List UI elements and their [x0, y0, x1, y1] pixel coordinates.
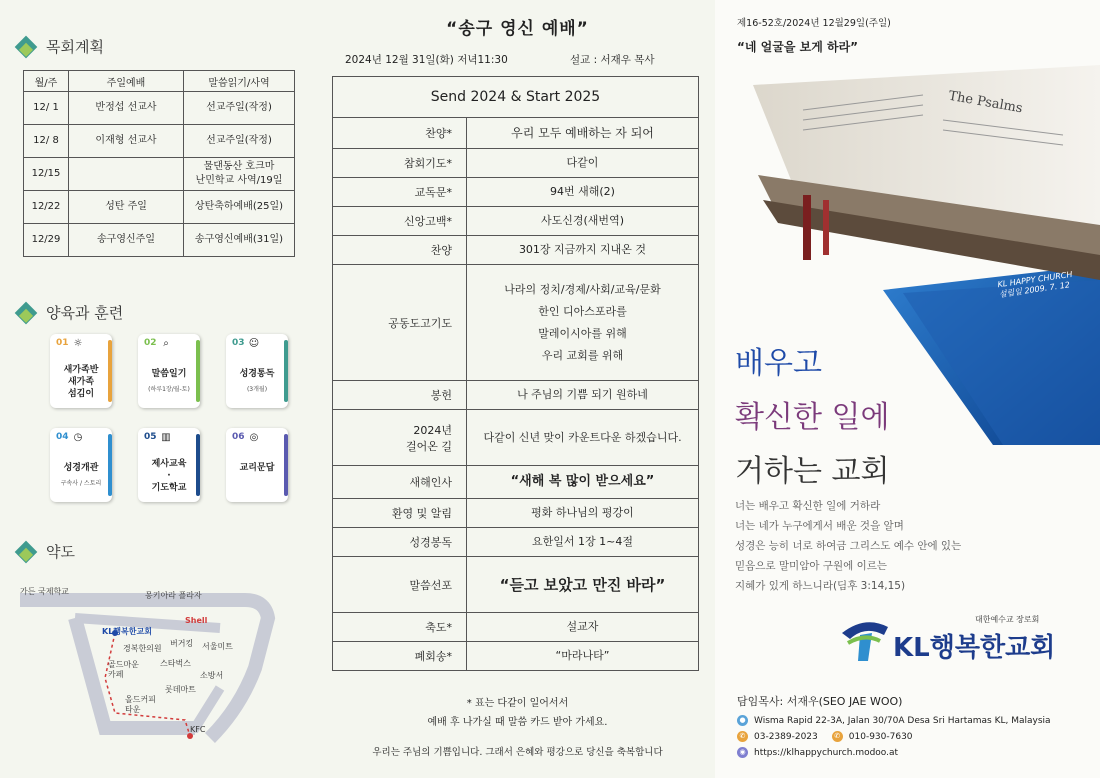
card-title: 성경통독 — [239, 369, 275, 379]
order-label: 축도* — [333, 613, 467, 642]
map-label-shell: Shell — [185, 616, 208, 625]
map-label-clinic: 경복한의원 — [123, 644, 162, 653]
order-row — [333, 236, 699, 265]
address-text: Wisma Rapid 22-3A, Jalan 30/70A Desa Sri Hartamas KL, Malaysia — [754, 715, 1051, 726]
section-map-title — [18, 541, 75, 562]
map-label-plaza: 몽키아라 플라자 — [145, 591, 202, 600]
plan-header-cell: 말씀읽기/사역 — [184, 71, 295, 92]
order-heading: Send 2024 & Start 2025 — [333, 77, 699, 118]
bible-illustration — [733, 65, 1100, 445]
lightbulb-icon: ☼ — [73, 338, 83, 349]
order-row — [333, 207, 699, 236]
training-card — [50, 428, 112, 502]
plan-header-cell: 월/주 — [24, 71, 69, 92]
card-accent-bar — [284, 434, 288, 496]
verse-line: 믿음으로 말미암아 구원에 이르는 — [735, 560, 888, 572]
training-card — [226, 428, 288, 502]
card-title: 제사교육 · 기도학교 — [151, 459, 187, 493]
training-card — [138, 428, 200, 502]
order-label: 성경봉독 — [333, 528, 467, 557]
order-row — [333, 410, 699, 466]
map-label-church: KL행복한교회 — [102, 627, 152, 636]
slogan-line: 확신한 일에 — [735, 400, 890, 435]
plan-row — [24, 224, 295, 257]
location-map — [20, 578, 300, 753]
training-card — [226, 334, 288, 408]
plan-title-text: 목회계획 — [46, 38, 104, 56]
card-number: 04 — [56, 432, 69, 442]
order-row — [333, 118, 699, 149]
order-row — [333, 557, 699, 613]
pastor-name: 담임목사: 서재우(SEO JAE WOO) — [737, 695, 903, 708]
map-label-burger: 버거킹 — [170, 639, 194, 648]
map-title-text: 약도 — [46, 543, 75, 561]
card-accent-bar — [196, 340, 200, 402]
plan-row — [24, 125, 295, 158]
plan-cell: 상탄축하예배(25일) — [184, 191, 295, 224]
church-logo-icon — [840, 613, 890, 663]
order-label: 새해인사 — [333, 466, 467, 499]
card-subtitle: 구속사 / 스토리 — [60, 480, 102, 487]
weekly-quote: “네 얼굴을 보게 하라” — [737, 40, 859, 54]
order-value: 요한일서 1장 1~4절 — [467, 528, 699, 557]
plan-cell: 12/22 — [24, 191, 69, 224]
website-line — [737, 747, 898, 758]
order-row — [333, 265, 699, 381]
card-note: 예배 후 나가실 때 말씀 카드 받아 가세요. — [427, 717, 608, 728]
map-label-gold: 골드마운 카페 — [108, 660, 139, 679]
card-title: 새가족반 새가족 섬김이 — [63, 365, 99, 399]
service-preacher: 설교 : 서재우 목사 — [570, 54, 655, 66]
left-panel — [0, 0, 320, 778]
order-label: 신앙고백* — [333, 207, 467, 236]
diamond-icon — [15, 540, 38, 563]
card-accent-bar — [196, 434, 200, 496]
card-number: 03 — [232, 338, 245, 348]
order-value: “마라나타” — [467, 642, 699, 671]
phone-icon: ✆ — [737, 731, 748, 742]
order-label: 2024년 걸어온 길 — [333, 410, 467, 466]
order-row — [333, 466, 699, 499]
map-label-lotte: 롯데마트 — [165, 685, 196, 694]
people-icon: ☺ — [248, 338, 260, 349]
target-icon: ◎ — [249, 432, 259, 443]
verse-line: 너는 배우고 확신한 일에 거하라 — [735, 500, 881, 512]
order-label: 봉헌 — [333, 381, 467, 410]
card-number: 01 — [56, 338, 69, 348]
order-label: 찬양 — [333, 236, 467, 265]
verse-line: 성경은 능히 너로 하여금 그리스도 예수 안에 있는 — [735, 540, 962, 552]
order-label: 찬양* — [333, 118, 467, 149]
plan-row — [24, 158, 295, 191]
standing-note: * 표는 다같이 일어서서 — [466, 698, 569, 709]
mobile-icon: ✆ — [832, 731, 843, 742]
order-value: 평화 하나님의 평강이 — [467, 499, 699, 528]
order-row — [333, 642, 699, 671]
plan-cell: 12/ 1 — [24, 92, 69, 125]
chart-icon: ▥ — [161, 432, 171, 443]
order-label: 교독문* — [333, 178, 467, 207]
order-body — [333, 77, 699, 671]
service-title: “송구 영신 예배” — [446, 19, 589, 39]
diamond-icon — [15, 35, 38, 58]
section-plan-title — [18, 36, 104, 57]
address-line — [737, 715, 1051, 726]
order-value: 301장 지금까지 지내온 것 — [467, 236, 699, 265]
plan-cell: 송구영신주일 — [69, 224, 184, 257]
diamond-icon — [15, 301, 38, 324]
map-label-seoul: 서울미트 — [202, 642, 233, 651]
order-value: 94번 새해(2) — [467, 178, 699, 207]
plan-body — [24, 92, 295, 257]
order-value: 다같이 신년 맞이 카운트다운 하겠습니다. — [467, 410, 699, 466]
plan-cell: 12/29 — [24, 224, 69, 257]
card-number: 06 — [232, 432, 245, 442]
order-label: 환영 및 알림 — [333, 499, 467, 528]
order-label: 참회기도* — [333, 149, 467, 178]
bible-photo — [733, 65, 1100, 445]
order-label: 공동도고기도 — [333, 265, 467, 381]
map-label-star: 스타벅스 — [160, 659, 191, 668]
order-row — [333, 613, 699, 642]
card-title: 성경개관 — [63, 463, 99, 473]
plan-cell: 선교주일(작정) — [184, 125, 295, 158]
order-heading-row — [333, 77, 699, 118]
training-card — [50, 334, 112, 408]
order-value: 설교자 — [467, 613, 699, 642]
card-accent-bar — [284, 340, 288, 402]
section-training-title — [18, 302, 123, 323]
plan-table — [23, 70, 295, 257]
order-row — [333, 528, 699, 557]
plan-header-cell: 주일예배 — [69, 71, 184, 92]
blessing-text: 우리는 주님의 기쁨입니다. 그래서 은혜와 평강으로 당신을 축복합니다 — [372, 747, 663, 758]
globe-icon: ◉ — [737, 747, 748, 758]
plan-cell: 이재형 선교사 — [69, 125, 184, 158]
plan-cell: 반정섭 선교사 — [69, 92, 184, 125]
card-number: 05 — [144, 432, 157, 442]
slogan-line: 거하는 교회 — [735, 454, 890, 489]
training-title-text: 양육과 훈련 — [46, 304, 124, 322]
order-value: “새해 복 많이 받으세요” — [467, 466, 699, 499]
order-label: 폐회송* — [333, 642, 467, 671]
order-row — [333, 381, 699, 410]
card-subtitle: (3개월) — [246, 386, 268, 393]
verse-line: 지혜가 있게 하느니라(딤후 3:14,15) — [735, 580, 906, 592]
card-accent-bar — [108, 340, 112, 402]
order-row — [333, 149, 699, 178]
order-row — [333, 499, 699, 528]
right-panel — [715, 0, 1100, 778]
order-value: 우리 모두 예배하는 자 되어 — [467, 118, 699, 149]
plan-header-row — [24, 71, 295, 92]
phone-text: 03-2389-2023 — [754, 731, 818, 742]
plan-cell — [69, 158, 184, 191]
order-value: 사도신경(새번역) — [467, 207, 699, 236]
scripture-verse — [735, 496, 961, 596]
plan-cell: 성탄 주일 — [69, 191, 184, 224]
location-pin-icon: ● — [737, 715, 748, 726]
card-accent-bar — [108, 434, 112, 496]
mobile-text: 010-930-7630 — [848, 731, 913, 742]
plan-cell: 12/ 8 — [24, 125, 69, 158]
map-label-cafe: 올드커피 타운 — [125, 695, 156, 714]
plan-row — [24, 191, 295, 224]
plan-cell: 송구영신예배(31일) — [184, 224, 295, 257]
order-table — [332, 76, 699, 671]
service-date: 2024년 12월 31일(화) 저녁11:30 — [345, 54, 508, 66]
map-label-kfc: KFC — [190, 725, 206, 734]
map-label-shop: 소방서 — [200, 671, 224, 680]
verse-line: 너는 네가 누구에게서 배운 것을 알며 — [735, 520, 904, 532]
plan-row — [24, 92, 295, 125]
psalms-heading: The Psalms — [947, 88, 1024, 117]
training-card — [138, 334, 200, 408]
order-row — [333, 178, 699, 207]
order-value: 나 주님의 기쁨 되기 원하네 — [467, 381, 699, 410]
plan-cell: 12/15 — [24, 158, 69, 191]
denomination: 대한예수교 장로회 — [975, 615, 1040, 624]
plan-cell: 물댄동산 호크마 난민학교 사역/19일 — [184, 158, 295, 191]
phone-line — [737, 731, 913, 742]
card-title: 교리문답 — [239, 463, 275, 473]
issue-info: 제16-52호/2024년 12월29일(주일) — [737, 18, 891, 29]
website-text[interactable]: https://klhappychurch.modoo.at — [754, 747, 899, 758]
clock-icon: ◷ — [73, 432, 83, 443]
training-cards — [50, 334, 295, 502]
map-label-garden: 가든 국제학교 — [20, 587, 69, 596]
slogan-line: 배우고 — [735, 346, 822, 381]
order-value: 다같이 — [467, 149, 699, 178]
middle-panel — [320, 0, 715, 778]
order-value: 나라의 정치/경제/사회/교육/문화 한인 디아스포라를 말레이시아를 위해 우리 교회를 위해 — [467, 265, 699, 381]
magnifier-icon: ⌕ — [163, 338, 169, 349]
card-title: 말씀일기 — [151, 369, 187, 379]
church-established: KL HAPPY CHURCH 설립일 2009. 7. 12 — [996, 269, 1073, 300]
church-name: KL행복한교회 — [893, 633, 1056, 663]
card-number: 02 — [144, 338, 157, 348]
card-subtitle: (하루1장/월-토) — [148, 386, 190, 393]
order-value: “듣고 보았고 만진 바라” — [467, 557, 699, 613]
plan-cell: 선교주일(작정) — [184, 92, 295, 125]
order-label: 말씀선포 — [333, 557, 467, 613]
